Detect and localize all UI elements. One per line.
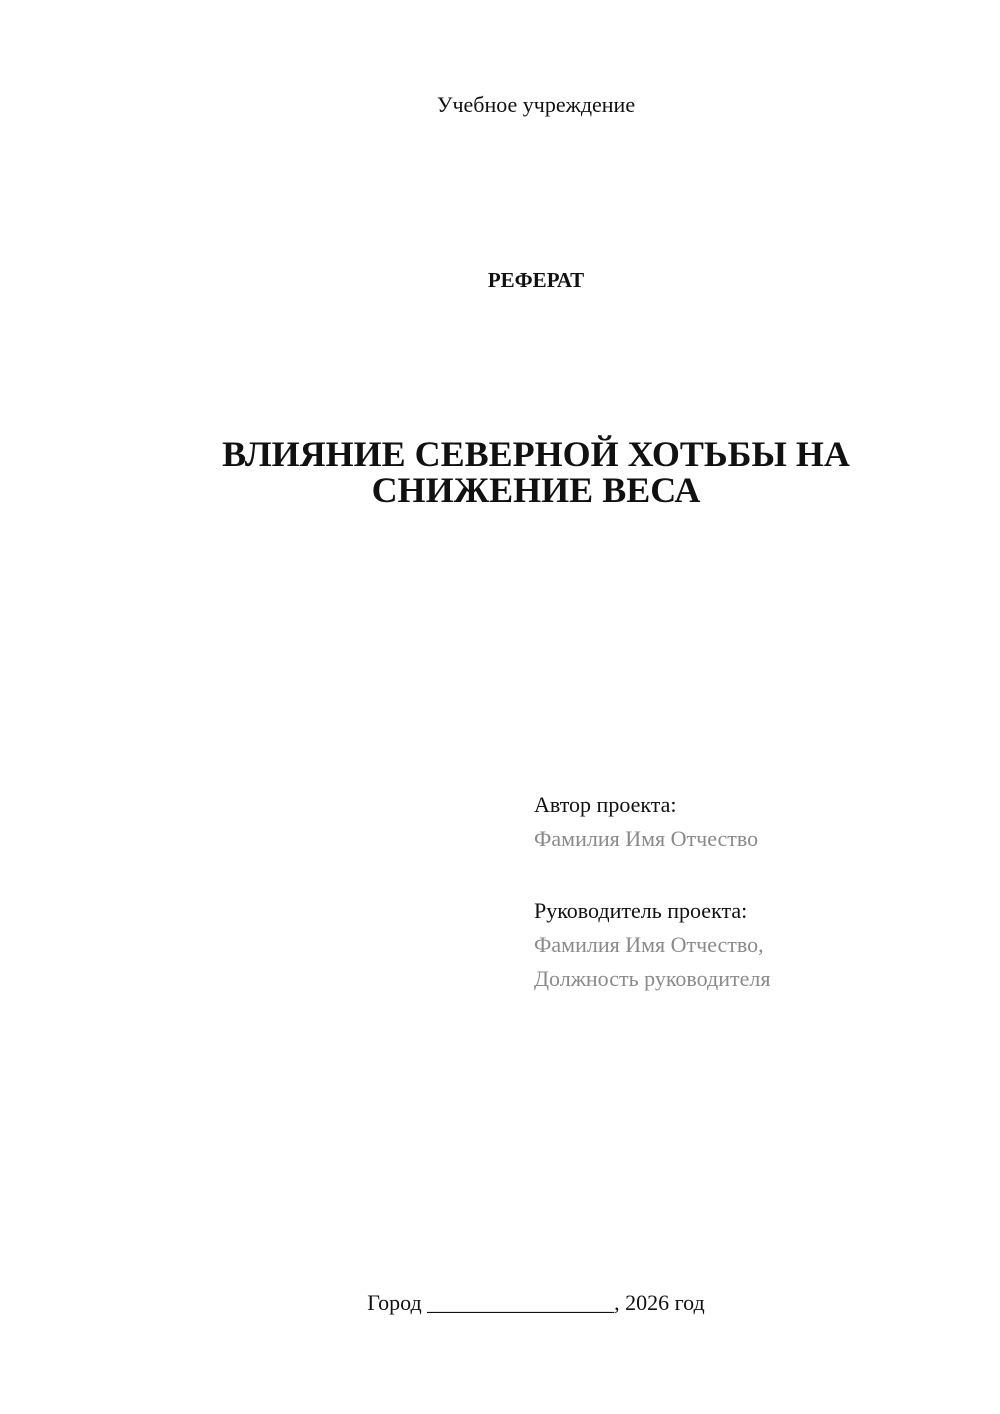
- author-label: Автор проекта:: [534, 792, 677, 817]
- title-line-1: ВЛИЯНИЕ СЕВЕРНОЙ ХОТЬБЫ НА: [222, 434, 850, 474]
- document-title: [0, 436, 1000, 508]
- institution-name: Учебное учреждение: [436, 92, 636, 117]
- city-year-line: Город _________________, 2026 год: [367, 1290, 705, 1315]
- credits-spacer: [534, 856, 974, 894]
- supervisor-position: Должность руководителя: [534, 966, 771, 991]
- supervisor-label: Руководитель проекта:: [534, 898, 748, 923]
- supervisor-name: Фамилия Имя Отчество,: [534, 932, 764, 957]
- title-line-2: СНИЖЕНИЕ ВЕСА: [371, 470, 701, 510]
- credits-block: [534, 788, 974, 996]
- document-type: РЕФЕРАТ: [487, 268, 585, 292]
- author-name: Фамилия Имя Отчество: [534, 826, 759, 851]
